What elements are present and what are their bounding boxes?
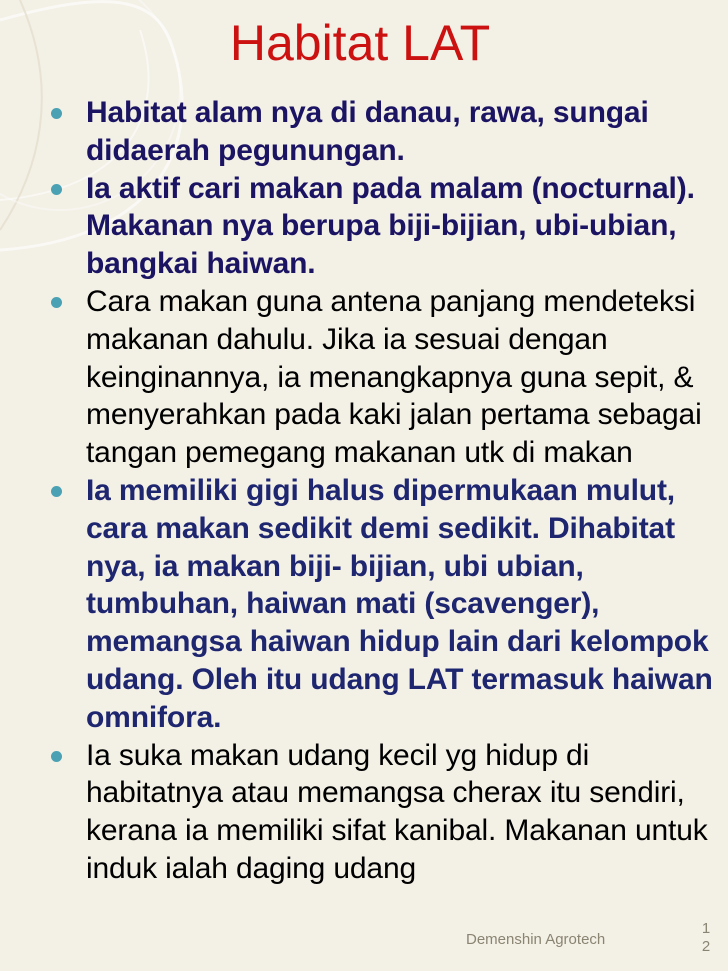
bullet-text: Cara makan guna antena panjang mendeteksi makanan dahulu. Jika ia sesuai dengan keinginannya, ia menangkapnya guna sepit, & menyerahkan pada kaki jalan pertama sebagai tangan pemegang makanan utk di makan: [86, 284, 702, 470]
bullet-dot-icon: [51, 751, 62, 762]
bullet-text: Ia aktif cari makan pada malam (nocturnal). Makanan nya berupa biji-bijian, ubi-ubian, bangkai haiwan.: [86, 171, 695, 281]
bullet-text: Habitat alam nya di danau, rawa, sungai didaerah pegunungan.: [86, 96, 649, 167]
page-number-digit: 2: [701, 938, 711, 955]
bullet-item: [0, 94, 728, 170]
bullet-dot-icon: [51, 184, 62, 195]
bullet-dot-icon: [51, 297, 62, 308]
footer-text: Demenshin Agrotech: [466, 931, 606, 948]
bullet-item: [0, 283, 728, 472]
bullet-text: Ia memiliki gigi halus dipermukaan mulut, cara makan sedikit demi sedikit. Dihabitat nya, ia makan biji- bijian, ubi ubian, tumbuhan, haiwan mati (scavenger), memangsa haiwan hidup lain dari kelompok udang. Oleh itu udang LAT termasuk haiwan omnifora.: [86, 473, 713, 734]
page-number: [698, 920, 714, 956]
bullet-dot-icon: [51, 486, 62, 497]
bullet-dot-icon: [51, 108, 62, 119]
bullet-item: [0, 170, 728, 283]
bullet-text: Ia suka makan udang kecil yg hidup di habitatnya atau memangsa cherax itu sendiri, kerana ia memiliki sifat kanibal. Makanan untuk induk ialah daging udang: [86, 738, 708, 885]
bullet-item: [0, 737, 728, 888]
bullet-item: [0, 472, 728, 737]
bullet-list: [0, 94, 728, 888]
page-number-digit: 1: [701, 920, 711, 937]
slide-title: Habitat LAT: [229, 15, 491, 71]
